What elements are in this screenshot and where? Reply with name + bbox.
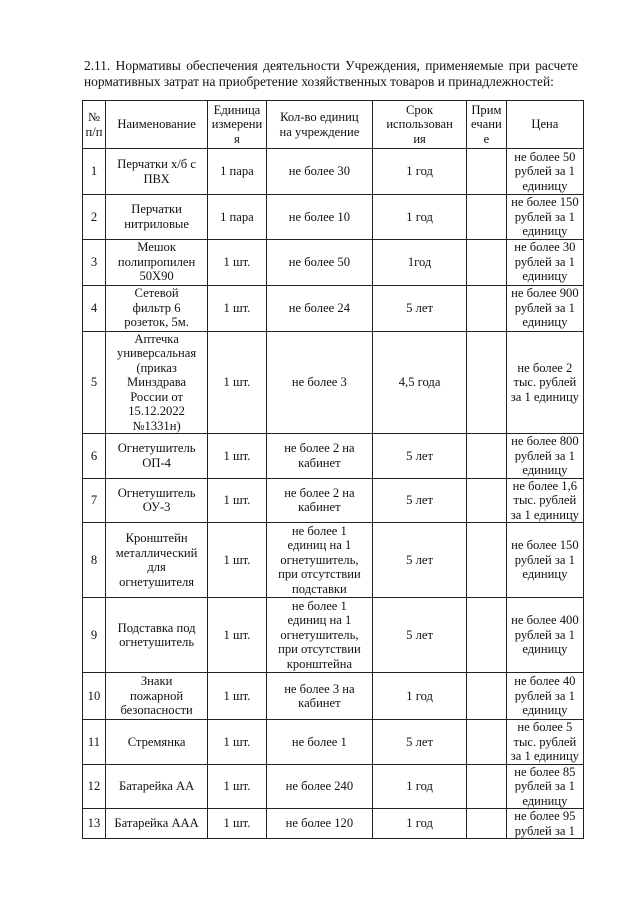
cell-term: 5 лет [373,434,467,479]
cell-term: 1год [373,239,467,285]
cell-name: Батарейка АА [105,764,207,809]
cell-term: 5 лет [373,598,467,673]
table-row [83,434,584,479]
cell-term: 1 год [373,149,467,195]
cell-num: 7 [83,478,106,523]
table-row [83,764,584,809]
cell-num: 11 [83,720,106,765]
table-row [83,523,584,598]
cell-price: не более 95 рублей за 1 [506,809,583,839]
cell-note [467,239,507,285]
table-row [83,285,584,331]
cell-price: не более 900 рублей за 1 единицу [506,285,583,331]
cell-name: Огнетушитель ОП-4 [105,434,207,479]
cell-note [467,598,507,673]
cell-qty: не более 3 на кабинет [266,673,372,720]
cell-qty: не более 30 [266,149,372,195]
cell-term: 5 лет [373,285,467,331]
cell-note [467,285,507,331]
cell-name: Батарейка ААА [105,809,207,839]
cell-name: Огнетушитель ОУ-3 [105,478,207,523]
heading-line-1: 2.11. Нормативы обеспечения деятельности Учреждения, применяемые при расчете [84,58,578,73]
header-name: Наименование [105,101,207,149]
header-qty: Кол-во единиц на учреждение [266,101,372,149]
table-row [83,149,584,195]
cell-name: Стремянка [105,720,207,765]
norms-table [82,100,584,839]
cell-note [467,331,507,434]
cell-num: 10 [83,673,106,720]
table-row [83,239,584,285]
cell-name: Перчатки нитриловые [105,195,207,240]
cell-term: 1 год [373,195,467,240]
cell-term: 1 год [373,764,467,809]
cell-num: 5 [83,331,106,434]
cell-unit: 1 шт. [208,598,266,673]
cell-name: Подставка под огнетушитель [105,598,207,673]
section-heading [84,58,578,90]
cell-name: Мешок полипропилен 50X90 [105,239,207,285]
cell-num: 6 [83,434,106,479]
cell-price: не более 800 рублей за 1 единицу [506,434,583,479]
header-note: Прим ечани е [467,101,507,149]
cell-unit: 1 шт. [208,434,266,479]
cell-name: Аптечка универсальная (приказ Минздрава России от 15.12.2022 №1331н) [105,331,207,434]
cell-price: не более 150 рублей за 1 единицу [506,195,583,240]
cell-qty: не более 2 на кабинет [266,478,372,523]
cell-unit: 1 пара [208,149,266,195]
cell-unit: 1 шт. [208,285,266,331]
cell-num: 12 [83,764,106,809]
cell-price: не более 1,6 тыс. рублей за 1 единицу [506,478,583,523]
cell-num: 1 [83,149,106,195]
cell-term: 5 лет [373,720,467,765]
cell-name: Перчатки х/б с ПВХ [105,149,207,195]
table-header-row [83,101,584,149]
header-unit: Единица измерени я [208,101,266,149]
cell-unit: 1 шт. [208,239,266,285]
header-term: Срок использован ия [373,101,467,149]
cell-note [467,478,507,523]
cell-price: не более 85 рублей за 1 единицу [506,764,583,809]
cell-qty: не более 1 [266,720,372,765]
cell-qty: не более 10 [266,195,372,240]
cell-qty: не более 50 [266,239,372,285]
cell-price: не более 30 рублей за 1 единицу [506,239,583,285]
table-row [83,720,584,765]
cell-name: Кронштейн металлический для огнетушителя [105,523,207,598]
cell-term: 1 год [373,673,467,720]
table-row [83,809,584,839]
cell-term: 5 лет [373,478,467,523]
cell-unit: 1 шт. [208,764,266,809]
cell-num: 9 [83,598,106,673]
cell-unit: 1 шт. [208,478,266,523]
table-row [83,598,584,673]
cell-unit: 1 шт. [208,720,266,765]
cell-num: 8 [83,523,106,598]
cell-num: 4 [83,285,106,331]
heading-line-2: нормативных затрат на приобретение хозяйственных товаров и принадлежностей: [84,74,554,89]
cell-price: не более 5 тыс. рублей за 1 единицу [506,720,583,765]
cell-qty: не более 120 [266,809,372,839]
cell-num: 2 [83,195,106,240]
cell-num: 3 [83,239,106,285]
cell-note [467,195,507,240]
table-row [83,331,584,434]
cell-term: 1 год [373,809,467,839]
cell-price: не более 50 рублей за 1 единицу [506,149,583,195]
cell-note [467,809,507,839]
cell-note [467,523,507,598]
table-row [83,478,584,523]
cell-unit: 1 шт. [208,673,266,720]
cell-qty: не более 3 [266,331,372,434]
cell-qty: не более 240 [266,764,372,809]
cell-unit: 1 шт. [208,331,266,434]
header-num: № п/п [83,101,106,149]
cell-note [467,149,507,195]
cell-name: Сетевой фильтр 6 розеток, 5м. [105,285,207,331]
cell-note [467,434,507,479]
cell-note [467,720,507,765]
cell-unit: 1 шт. [208,809,266,839]
cell-term: 5 лет [373,523,467,598]
cell-price: не более 40 рублей за 1 единицу [506,673,583,720]
cell-qty: не более 24 [266,285,372,331]
cell-unit: 1 пара [208,195,266,240]
cell-qty: не более 1 единиц на 1 огнетушитель, при отсутствии подставки [266,523,372,598]
cell-note [467,673,507,720]
cell-qty: не более 1 единиц на 1 огнетушитель, при отсутствии кронштейна [266,598,372,673]
cell-qty: не более 2 на кабинет [266,434,372,479]
cell-term: 4,5 года [373,331,467,434]
table-row [83,195,584,240]
cell-price: не более 2 тыс. рублей за 1 единицу [506,331,583,434]
header-price: Цена [506,101,583,149]
cell-num: 13 [83,809,106,839]
cell-price: не более 400 рублей за 1 единицу [506,598,583,673]
cell-note [467,764,507,809]
cell-unit: 1 шт. [208,523,266,598]
cell-name: Знаки пожарной безопасности [105,673,207,720]
cell-price: не более 150 рублей за 1 единицу [506,523,583,598]
table-row [83,673,584,720]
